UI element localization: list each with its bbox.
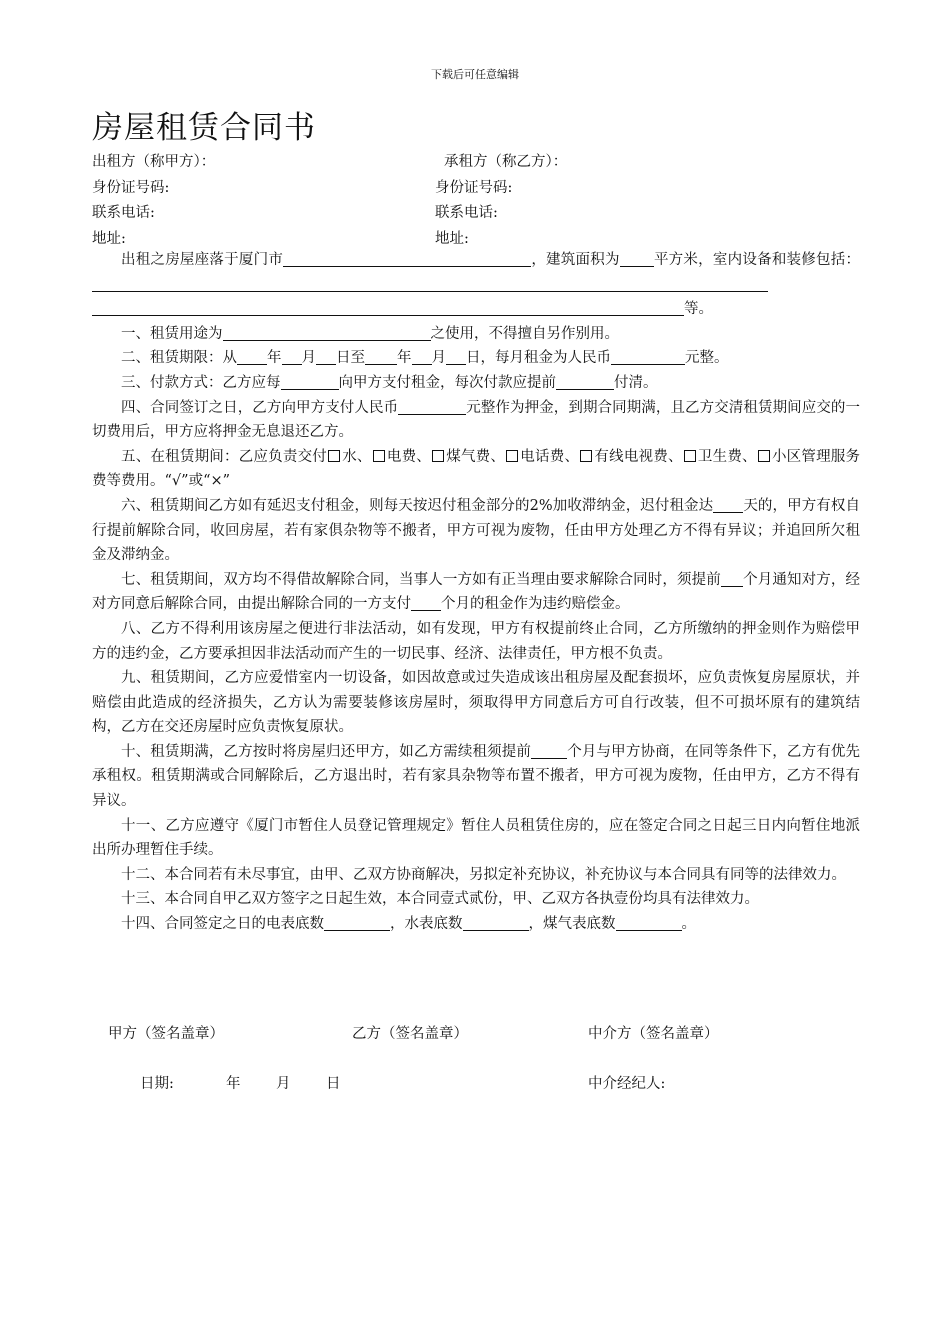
c4-text-a: 四、合同签订之日，乙方向甲方支付人民币 (121, 399, 399, 416)
lessor-phone-label: 联系电话: (92, 205, 155, 221)
clause-2 (92, 346, 860, 371)
blank-monthly-rent (611, 347, 685, 365)
c5-water: 水、 (342, 448, 372, 465)
clause-6 (92, 494, 860, 568)
c1-text-b: 之使用，不得擅自另作别用。 (430, 325, 619, 342)
lessor-address-label: 地址: (92, 230, 126, 247)
lessee-label: 承租方（称乙方）： (444, 154, 568, 170)
lessee-address-label: 地址: (435, 230, 469, 247)
c3-text-b: 向甲方支付租金，每次付款应提前 (338, 374, 556, 391)
clause-3 (92, 371, 860, 396)
blank-pay-period (281, 372, 339, 390)
c4-text-b: 元整作为押金，到期合同期满，且乙方交清租赁期间应交的一切费用后，甲方应将押金无息退还乙方。 (92, 399, 861, 441)
party-b-signature-label: 乙方（签名盖章） (352, 1026, 468, 1042)
c10-text-b: 个月与甲方协商，在同等条件下，乙方有优先承租权。租赁期满或合同解除后，乙方退出时，若有家具杂物等布置不搬者，甲方可视为废物，任由甲方，乙方不得有异议。 (92, 743, 861, 810)
checkbox-electricity[interactable] (373, 450, 385, 462)
date-month-label: 月 (276, 1076, 291, 1092)
agency-signature-label: 中介方（签名盖章） (588, 1026, 719, 1042)
clause-10 (92, 740, 860, 814)
c14-text-a: 十四、合同签定之日的电表底数 (121, 916, 324, 933)
date-year-label: 年 (226, 1076, 241, 1092)
c6-text-b: 天的，甲方有权自行提前解除合同，收回房屋，若有家俱杂物等不搬者，甲方可视为废物，任由甲方处理乙方不得有异议；并追回所欠租金及滞纳金。 (92, 497, 860, 564)
blank-end-year (365, 347, 397, 365)
checkbox-water[interactable] (328, 450, 340, 462)
lessor-id-label: 身份证号码: (92, 179, 170, 196)
clause-9: 九、租赁期间，乙方应爱惜室内一切设备，如因故意或过失造成该出租房屋及配套损坏，应负责恢复房屋原状，并赔偿由此造成的经济损失，乙方认为需要装修该房屋时，须取得甲方同意后方可自行改装，但不可损坏原有的建筑结构，乙方在交还房屋时应负责恢复原状。 (92, 670, 860, 736)
blank-penalty-months (411, 593, 441, 611)
c2-month2: 月 (431, 350, 446, 367)
checkbox-cable-tv[interactable] (580, 450, 592, 462)
c3-text-a: 三、付款方式：乙方应每 (121, 374, 281, 391)
blank-deposit (398, 397, 466, 415)
clause-intro-cont (92, 297, 860, 322)
blank-water-meter (463, 913, 529, 931)
intro-end: 等。 (684, 301, 713, 318)
clause-13: 十三、本合同自甲乙双方签字之日起生效，本合同壹式贰份，甲、乙双方各执壹份均具有法律效力。 (121, 891, 759, 908)
blank-start-month (282, 347, 302, 365)
c5-cable-tv: 有线电视费、 (594, 448, 683, 465)
c3-text-c: 付清。 (614, 374, 658, 391)
c7-text-c: 个月的租金作为违约赔偿金。 (441, 596, 630, 613)
clause-12: 十二、本合同若有未尽事宜，由甲、乙双方协商解决，另拟定补充协议，补充协议与本合同具有同等的法律效力。 (121, 866, 846, 883)
clause-intro (92, 248, 860, 297)
header-note: 下载后可任意编辑 (431, 68, 519, 81)
c7-text-b: 个月通知对方，经对方同意后解除合同，由提出解除合同的一方支付 (92, 571, 860, 613)
c6-text-a: 六、租赁期间乙方如有延迟支付租金，则每天按迟付租金部分的2%加收滞纳金，迟付租金达 (121, 497, 714, 514)
c5-electricity: 电费、 (386, 448, 432, 465)
agent-label: 中介经纪人: (588, 1076, 666, 1092)
c14-text-b: ，水表底数 (390, 916, 463, 933)
clause-11: 十一、乙方应遵守《厦门市暂住人员登记管理规定》暂住人员租赁住房的，应在签定合同之日起三日内向暂住地派出所办理暂住手续。 (92, 817, 860, 859)
lessee-id-label: 身份证号码: (435, 179, 513, 196)
c2-year1: 年 (267, 350, 282, 367)
c7-text-a: 七、租赁期间，双方均不得借故解除合同，当事人一方如有正当理由要求解除合同时，须提前 (121, 571, 721, 588)
c5-gas: 煤气费、 (446, 448, 506, 465)
blank-location (283, 249, 531, 267)
intro-text-b: ，建筑面积为 (531, 252, 620, 268)
document-title: 房屋租赁合同书 (92, 110, 316, 146)
contract-body (92, 248, 860, 937)
c5-telephone: 电话费、 (520, 448, 580, 465)
blank-electric-meter (324, 913, 390, 931)
lessee-phone-label: 联系电话: (435, 205, 498, 221)
blank-start-day (316, 347, 336, 365)
c5-text-a: 五、在租赁期间：乙应负责交付 (121, 448, 327, 465)
blank-start-year (237, 347, 267, 365)
checkbox-telephone[interactable] (506, 450, 518, 462)
c2-month1: 月 (301, 350, 316, 367)
clause-5 (92, 445, 860, 494)
blank-fixtures (92, 274, 768, 292)
blank-notice-months (721, 569, 743, 587)
party-a-signature-label: 甲方（签名盖章） (108, 1026, 224, 1042)
clause-14 (92, 912, 860, 937)
blank-usage (223, 323, 431, 341)
c2-end: 元整。 (685, 350, 729, 367)
c1-text-a: 一、租赁用途为 (121, 325, 223, 342)
blank-area (620, 249, 654, 267)
blank-late-days (713, 495, 743, 513)
clause-1 (92, 322, 860, 347)
checkbox-sanitation[interactable] (684, 450, 696, 462)
blank-end-month (412, 347, 432, 365)
intro-text-c: 平方米，室内设备和装修包括： (653, 252, 860, 268)
blank-renew-months (531, 741, 567, 759)
c2-year2: 年 (397, 350, 412, 367)
blank-gas-meter (616, 913, 682, 931)
blank-fixtures-cont (92, 298, 684, 316)
c14-text-c: ，煤气表底数 (528, 916, 616, 933)
checkbox-gas[interactable] (432, 450, 444, 462)
lessor-label: 出租方（称甲方）： (92, 154, 216, 170)
date-day-label: 日 (326, 1076, 341, 1092)
c10-text-a: 十、租赁期满，乙方按时将房屋归还甲方，如乙方需续租须提前 (121, 743, 532, 760)
clause-8: 八、乙方不得利用该房屋之便进行非法活动，如有发现，甲方有权提前终止合同，乙方所缴纳的押金则作为赔偿甲方的违约金，乙方要承担因非法活动而产生的一切民事、经济、法律责任，甲方根不负责。 (92, 620, 860, 662)
c14-text-d: 。 (681, 916, 696, 933)
c5-sanitation: 卫生费、 (697, 448, 757, 465)
intro-text-a: 出租之房屋座落于厦门市 (121, 252, 284, 268)
c2-text-a: 二、租赁期限：从 (121, 350, 237, 367)
blank-end-day (446, 347, 466, 365)
checkbox-management[interactable] (758, 450, 770, 462)
c2-day1: 日至 (336, 350, 365, 367)
c2-day2: 日，每月租金为人民币 (466, 350, 611, 367)
c5-management: 小区管理服务费等费用。“√”或“×” (92, 448, 861, 490)
date-label: 日期: (140, 1076, 174, 1092)
clause-7 (92, 568, 860, 617)
clause-4 (92, 396, 860, 445)
blank-advance (556, 372, 614, 390)
party-info (92, 150, 862, 252)
